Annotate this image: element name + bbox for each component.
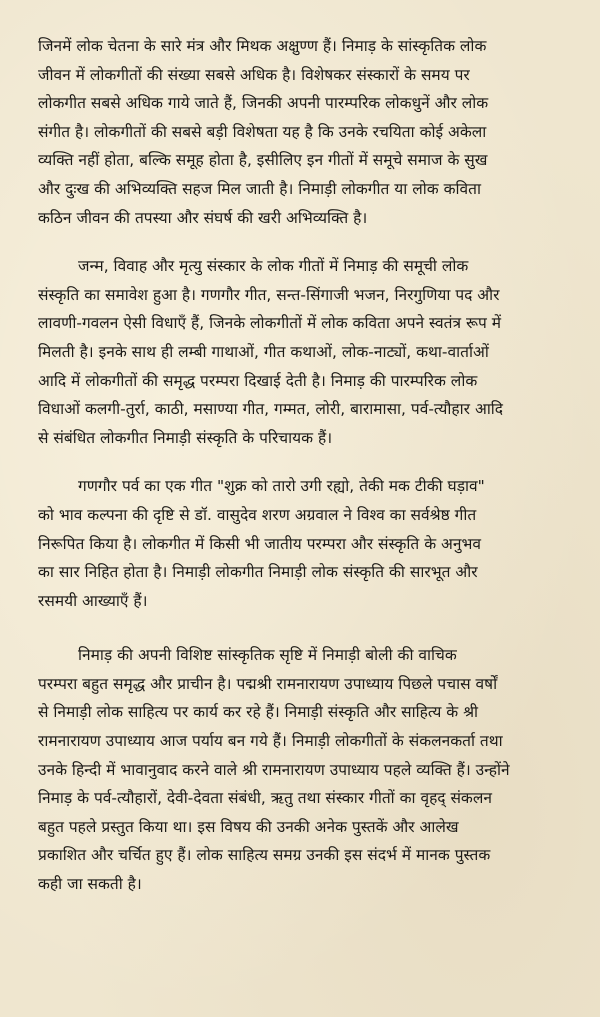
text-line: संगीत है। लोकगीतों की सबसे बड़ी विशेषता यह है कि उनके रचयिता कोई अकेला — [38, 122, 487, 141]
text-line: और दुःख की अभिव्यक्ति सहज मिल जाती है। निमाड़ी लोकगीत या लोक कविता — [38, 179, 481, 198]
text-line: बहुत पहले प्रस्तुत किया था। इस विषय की उनकी अनेक पुस्तकें और आलेख — [38, 817, 459, 836]
text-line: लोकगीत सबसे अधिक गाये जाते हैं, जिनकी अपनी पारम्परिक लोकधुनें और लोक — [38, 94, 489, 113]
text-line: को भाव कल्पना की दृष्टि से डॉ. वासुदेव शरण अग्रवाल ने विश्व का सर्वश्रेष्ठ गीत — [38, 505, 477, 524]
paragraph-gangaur-song — [38, 472, 582, 615]
text-line: निमाड़ की अपनी विशिष्ट सांस्कृतिक सृष्टि में निमाड़ी बोली की वाचिक — [78, 646, 457, 665]
text-line: जीवन में लोकगीतों की संख्या सबसे अधिक है। विशेषकर संस्कारों के समय पर — [38, 65, 470, 84]
paragraph-sanskar-songs — [38, 252, 582, 452]
text-line: परम्परा बहुत समृद्ध और प्राचीन है। पद्मश्री रामनारायण उपाध्याय पिछले पचास वर्षों — [38, 674, 498, 693]
text-line: व्यक्ति नहीं होता, बल्कि समूह होता है, इसीलिए इन गीतों में समूचे समाज के सुख — [38, 151, 488, 170]
text-line: लावणी-गवलन ऐसी विधाएँ हैं, जिनके लोकगीतों में लोक कविता अपने स्वतंत्र रूप में — [38, 314, 502, 333]
text-line: रामनारायण उपाध्याय आज पर्याय बन गये हैं। निमाड़ी लोकगीतों के संकलनकर्ता तथा — [38, 732, 503, 751]
text-line: प्रकाशित और चर्चित हुए हैं। लोक साहित्य समग्र उनकी इस संदर्भ में मानक पुस्तक — [38, 846, 491, 865]
text-line: निरूपित किया है। लोकगीत में किसी भी जातीय परम्परा और संस्कृति के अनुभव — [38, 534, 481, 553]
text-line: रसमयी आख्याएँ हैं। — [38, 591, 148, 610]
text-line: से संबंधित लोकगीत निमाड़ी संस्कृति के परिचायक हैं। — [38, 428, 333, 447]
text-line: से निमाड़ी लोक साहित्य पर कार्य कर रहे हैं। निमाड़ी संस्कृति और साहित्य के श्री — [38, 703, 479, 722]
text-line: उनके हिन्दी में भावानुवाद करने वाले श्री रामनारायण उपाध्याय पहले व्यक्ति हैं। उन्होंने — [38, 760, 510, 779]
text-line: विधाओं कलगी-तुर्रा, काठी, मसाण्या गीत, गम्मत, लोरी, बारामासा, पर्व-त्यौहार आदि — [38, 400, 504, 419]
paragraph-ramnarayan-upadhyay — [38, 641, 582, 898]
paragraph-folk-songs-intro — [38, 32, 582, 232]
text-line: का सार निहित होता है। निमाड़ी लोकगीत निमाड़ी लोक संस्कृति की सारभूत और — [38, 563, 478, 582]
text-line: निमाड़ के पर्व-त्यौहारों, देवी-देवता संबंधी, ऋतु तथा संस्कार गीतों का वृहद् संकलन — [38, 789, 492, 808]
text-line: कठिन जीवन की तपस्या और संघर्ष की खरी अभिव्यक्ति है। — [38, 208, 368, 227]
text-line: संस्कृति का समावेश हुआ है। गणगौर गीत, सन्त-सिंगाजी भजन, निरगुणिया पद और — [38, 285, 500, 304]
text-line: कही जा सकती है। — [38, 875, 142, 894]
text-line: मिलती है। इनके साथ ही लम्बी गाथाओं, गीत कथाओं, लोक-नाट्यों, कथा-वार्ताओं — [38, 342, 489, 361]
text-line: गणगौर पर्व का एक गीत "शुक्र को तारो उगी रह्यो, तेकी मक टीकी घड़ाव" — [78, 477, 485, 496]
text-line: जिनमें लोक चेतना के सारे मंत्र और मिथक अक्षुण्ण हैं। निमाड़ के सांस्कृतिक लोक — [38, 37, 487, 55]
text-line: आदि में लोकगीतों की समृद्ध परम्परा दिखाई देती है। निमाड़ की पारम्परिक लोक — [38, 371, 478, 390]
text-line: जन्म, विवाह और मृत्यु संस्कार के लोक गीतों में निमाड़ की समूची लोक — [78, 257, 469, 276]
